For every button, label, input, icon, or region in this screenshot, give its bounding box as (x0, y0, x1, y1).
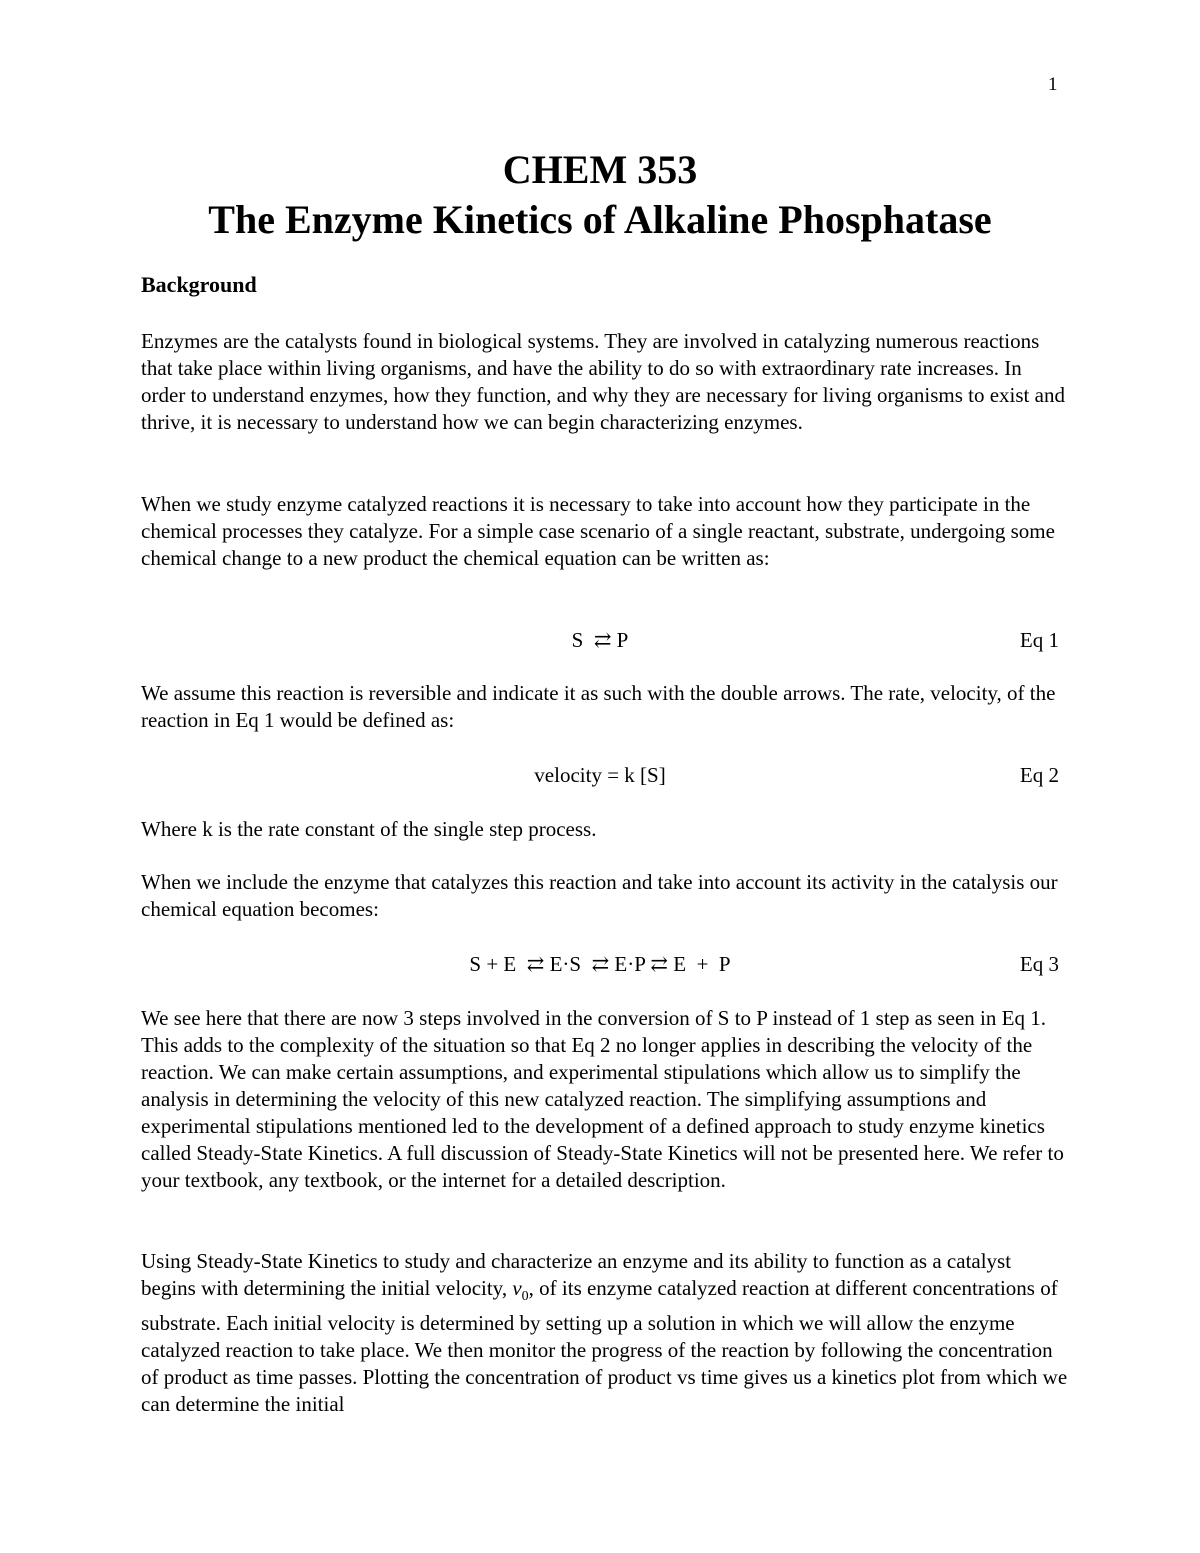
document-title-course: CHEM 353 (502, 147, 698, 192)
equation-2-expression: velocity = k [S] (534, 763, 666, 787)
paragraph-rate-constant: Where k is the rate constant of the single step process. (141, 817, 597, 841)
section-heading-background: Background (141, 272, 257, 297)
paragraph-enzyme-included: When we include the enzyme that catalyzes this reaction and take into account its activity in the catalysis our chemical equation becomes: (141, 870, 1058, 921)
initial-velocity-subscript: 0 (521, 1289, 529, 1305)
paragraph-reversible-reaction: We assume this reaction is reversible and indicate it as such with the double arrows. The rate, velocity, of the reaction in Eq 1 would be defined as: (141, 681, 1056, 732)
paragraph-initial-velocity-after: , of its enzyme catalyzed reaction at different concentrations of substrate. Each initial velocity is determined by setting up a solution in which we will allow the enzyme catalyzed reaction to take place. We then monitor the progress of the reaction by following the concentration of product as time passes. Plotting the concentration of product vs time gives us a kinetics plot from which we can determine the initial (141, 1276, 1068, 1417)
document-title-topic: The Enzyme Kinetics of Alkaline Phosphatase (208, 197, 992, 242)
paragraph-steady-state-kinetics: We see here that there are now 3 steps involved in the conversion of S to P instead of 1 step as seen in Eq 1. This adds to the complexity of the situation so that Eq 2 no longer applies in describing the velocity of the reaction. We can make certain assumptions, and experimental stipulations which allow us to simplify the analysis in determining the velocity of this new catalyzed reaction. The simplifying assumptions and experimental stipulations mentioned led to the development of a defined approach to study enzyme kinetics called Steady-State Kinetics. A full discussion of Steady-State Kinetics will not be presented here. We refer to your textbook, any textbook, or the internet for a detailed description. (141, 1006, 1064, 1192)
paragraph-initial-velocity (141, 1248, 1071, 1418)
equation-3-expression: S + E ⇄ E·S ⇄ E·P ⇄ E + P (469, 952, 731, 976)
page-number: 1 (1048, 74, 1058, 95)
paragraph-enzyme-catalyzed-reactions: When we study enzyme catalyzed reactions it is necessary to take into account how they participate in the chemical processes they catalyze. For a simple case scenario of a single reactant, substrate, undergoing some chemical change to a new product the chemical equation can be written as: (141, 492, 1055, 570)
equation-3-label: Eq 3 (1019, 952, 1059, 976)
initial-velocity-symbol: v (512, 1276, 522, 1300)
paragraph-initial-velocity-before: Using Steady-State Kinetics to study and characterize an enzyme and its ability to function as a catalyst begins with determining the initial velocity, (141, 1249, 1012, 1300)
equation-1-label: Eq 1 (1019, 628, 1059, 652)
equation-1-expression: S ⇄ P (571, 628, 629, 652)
paragraph-enzymes-intro: Enzymes are the catalysts found in biological systems. They are involved in catalyzing numerous reactions that take place within living organisms, and have the ability to do so with extraordinary rate increases. In order to understand enzymes, how they function, and why they are necessary for living organisms to exist and thrive, it is necessary to understand how we can begin characterizing enzymes. (141, 329, 1065, 434)
equation-2-label: Eq 2 (1019, 763, 1059, 787)
